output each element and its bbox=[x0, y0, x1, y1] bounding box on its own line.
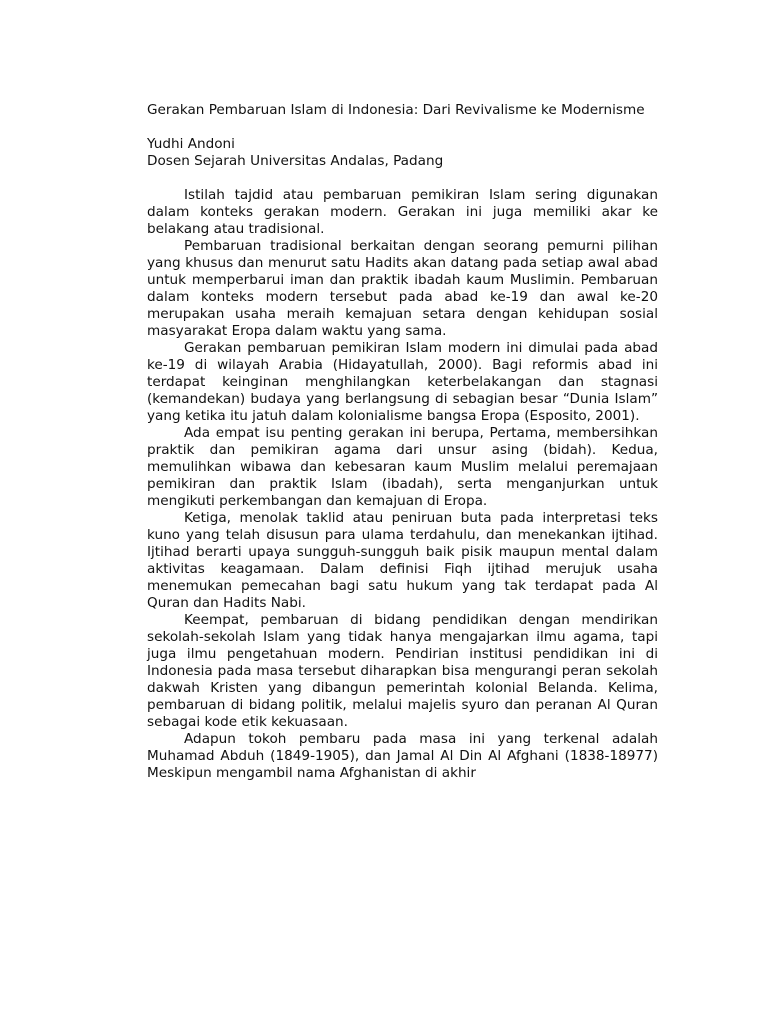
paragraph-7: Adapun tokoh pembaru pada masa ini yang terkenal adalah Muhamad Abduh (1849-1905), dan Jamal Al Din Al Afghani (1838-18977) Meskipun mengambil nama Afghanistan di akhir bbox=[147, 731, 658, 781]
paragraph-2: Pembaruan tradisional berkaitan dengan seorang pemurni pilihan yang khusus dan menurut satu Hadits akan datang pada setiap awal abad untuk memperbarui iman dan praktik ibadah kaum Muslimin. Pembaruan dalam konteks modern tersebut pada abad ke-19 dan awal ke-20 merupakan usaha meraih kemajuan setara dengan kehidupan sosial masyarakat Eropa dalam waktu yang sama. bbox=[147, 238, 658, 339]
title-block bbox=[147, 102, 658, 119]
document-page bbox=[147, 102, 658, 782]
paragraph-1: Istilah tajdid atau pembaruan pemikiran Islam sering digunakan dalam konteks gerakan modern. Gerakan ini juga memiliki akar ke belakang atau tradisional. bbox=[147, 187, 658, 237]
body-text bbox=[147, 187, 658, 782]
author-block bbox=[147, 136, 658, 170]
paragraph-5: Ketiga, menolak taklid atau peniruan buta pada interpretasi teks kuno yang telah disusun para ulama terdahulu, dan menekankan ijtihad. Ijtihad berarti upaya sungguh-sungguh baik pisik maupun mental dalam aktivitas keagamaan. Dalam definisi Fiqh ijtihad merujuk usaha menemukan pemecahan bagi satu hukum yang tak terdapat pada Al Quran dan Hadits Nabi. bbox=[147, 510, 658, 611]
author-name: Yudhi Andoni bbox=[147, 136, 235, 152]
document-title: Gerakan Pembaruan Islam di Indonesia: Dari Revivalisme ke Modernisme bbox=[147, 102, 645, 118]
author-affiliation: Dosen Sejarah Universitas Andalas, Padang bbox=[147, 153, 444, 169]
paragraph-6: Keempat, pembaruan di bidang pendidikan dengan mendirikan sekolah-sekolah Islam yang tidak hanya mengajarkan ilmu agama, tapi juga ilmu pengetahuan modern. Pendirian institusi pendidikan ini di Indonesia pada masa tersebut diharapkan bisa mengurangi peran sekolah dakwah Kristen yang dibangun pemerintah kolonial Belanda. Kelima, pembaruan di bidang politik, melalui majelis syuro dan peranan Al Quran sebagai kode etik kekuasaan. bbox=[147, 612, 658, 730]
paragraph-4: Ada empat isu penting gerakan ini berupa, Pertama, membersihkan praktik dan pemikiran agama dari unsur asing (bidah). Kedua, memulihkan wibawa dan kebesaran kaum Muslim melalui peremajaan pemikiran dan praktik Islam (ibadah), serta menganjurkan untuk mengikuti perkembangan dan kemajuan di Eropa. bbox=[147, 425, 658, 509]
paragraph-3: Gerakan pembaruan pemikiran Islam modern ini dimulai pada abad ke-19 di wilayah Arabia (Hidayatullah, 2000). Bagi reformis abad ini terdapat keinginan menghilangkan keterbelakangan dan stagnasi (kemandekan) budaya yang berlangsung di sebagian besar “Dunia Islam” yang ketika itu jatuh dalam kolonialisme bangsa Eropa (Esposito, 2001). bbox=[147, 340, 658, 424]
